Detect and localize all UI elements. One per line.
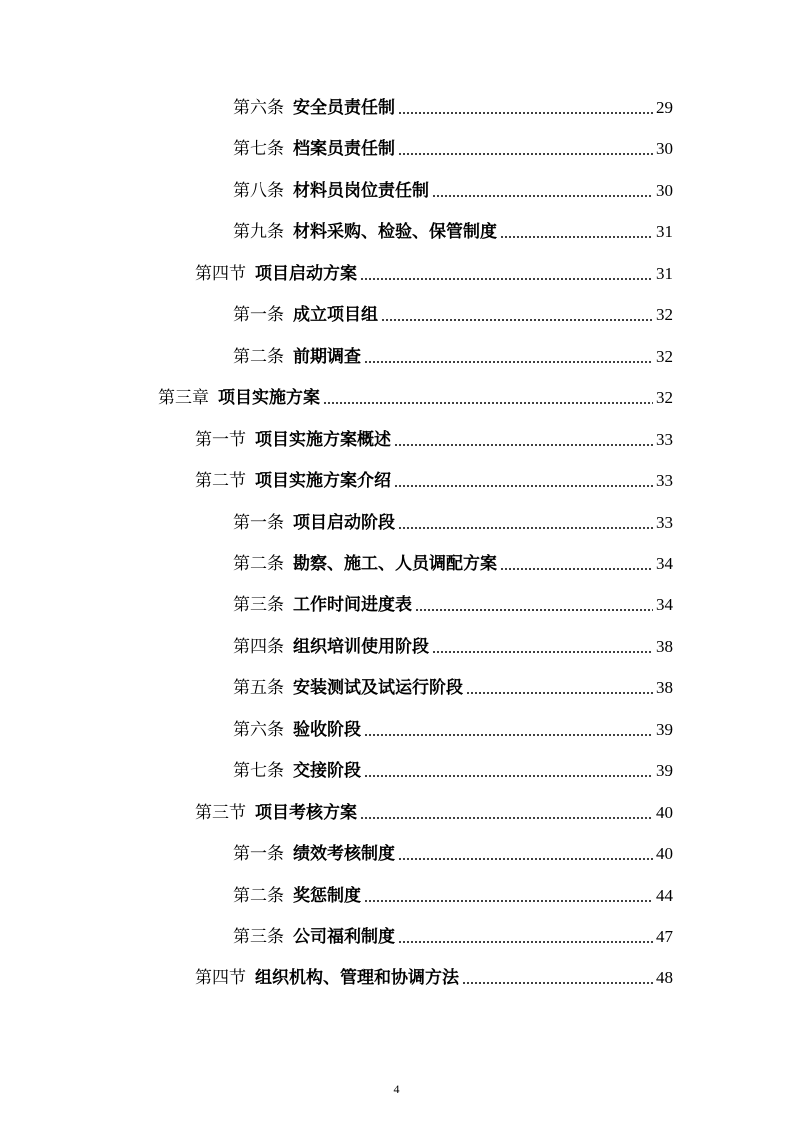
toc-entry[interactable] [233, 510, 673, 536]
toc-entry-title: 验收阶段 [293, 720, 361, 740]
dot-leader [432, 195, 653, 197]
toc-entry[interactable] [233, 178, 673, 204]
dot-leader [364, 734, 653, 736]
toc-entry-title: 安装测试及试运行阶段 [293, 678, 463, 698]
toc-entry-number: 第四节 [195, 264, 246, 284]
dot-leader [323, 402, 653, 404]
toc-entry-title: 项目实施方案概述 [255, 430, 391, 450]
toc-entry-title: 前期调查 [293, 347, 361, 367]
toc-entry[interactable] [233, 634, 673, 660]
toc-entry-number: 第六条 [233, 98, 284, 118]
toc-entry-title: 项目实施方案介绍 [255, 471, 391, 491]
toc-entry-title: 交接阶段 [293, 761, 361, 781]
toc-entry[interactable] [195, 800, 673, 826]
toc-entry-title: 勘察、施工、人员调配方案 [293, 554, 497, 574]
toc-entry-page: 32 [656, 388, 673, 407]
toc-entry[interactable] [233, 592, 673, 618]
toc-entry-page: 34 [656, 595, 673, 614]
toc-entry-number: 第三节 [195, 803, 246, 823]
toc-entry-title: 项目启动方案 [255, 264, 357, 284]
toc-entry[interactable] [195, 261, 673, 287]
dot-leader [398, 858, 653, 860]
toc-entry-number: 第七条 [233, 761, 284, 781]
toc-entry-number: 第二节 [195, 471, 246, 491]
dot-leader [381, 319, 653, 321]
toc-entry[interactable] [195, 965, 673, 991]
toc-entry-page: 44 [656, 886, 673, 905]
toc-entry[interactable] [233, 883, 673, 909]
toc-entry-number: 第四条 [233, 637, 284, 657]
toc-entry-page: 30 [656, 139, 673, 158]
toc-entry-title: 组织机构、管理和协调方法 [255, 968, 459, 988]
toc-entry-page: 33 [656, 513, 673, 532]
dot-leader [462, 982, 653, 984]
toc-entry[interactable] [158, 385, 673, 411]
toc-entry[interactable] [233, 551, 673, 577]
toc-entry[interactable] [233, 344, 673, 370]
toc-entry-number: 第七条 [233, 139, 284, 159]
toc-entry[interactable] [195, 468, 673, 494]
toc-entry-number: 第三条 [233, 595, 284, 615]
toc-entry-number: 第六条 [233, 720, 284, 740]
toc-entry-title: 成立项目组 [293, 305, 378, 325]
toc-entry[interactable] [233, 302, 673, 328]
toc-entry[interactable] [233, 758, 673, 784]
toc-entry-number: 第五条 [233, 678, 284, 698]
toc-entry-number: 第四节 [195, 968, 246, 988]
toc-entry-page: 40 [656, 803, 673, 822]
page-number: 4 [393, 1082, 400, 1096]
toc-entry[interactable] [233, 841, 673, 867]
toc-entry-number: 第二条 [233, 554, 284, 574]
toc-entry[interactable] [233, 219, 673, 245]
dot-leader [500, 568, 653, 570]
dot-leader [364, 361, 653, 363]
toc-entry-title: 安全员责任制 [293, 98, 395, 118]
toc-entry-page: 31 [656, 264, 673, 283]
dot-leader [398, 153, 653, 155]
toc-entry-number: 第二条 [233, 347, 284, 367]
toc-entry-page: 29 [656, 98, 673, 117]
toc-entry[interactable] [233, 717, 673, 743]
toc-entry-title: 奖惩制度 [293, 886, 361, 906]
toc-entry-title: 项目实施方案 [218, 388, 320, 408]
toc-entry-page: 38 [656, 678, 673, 697]
dot-leader [394, 444, 653, 446]
dot-leader [432, 651, 653, 653]
toc-entry[interactable] [195, 427, 673, 453]
toc-entry-number: 第一条 [233, 844, 284, 864]
toc-entry-title: 材料员岗位责任制 [293, 181, 429, 201]
toc-entry-page: 32 [656, 305, 673, 324]
dot-leader [364, 900, 653, 902]
toc-entry-page: 30 [656, 181, 673, 200]
toc-entry-number: 第三条 [233, 927, 284, 947]
toc-entry-page: 33 [656, 471, 673, 490]
toc-entry-page: 47 [656, 927, 673, 946]
dot-leader [398, 527, 653, 529]
toc-entry[interactable] [233, 95, 673, 121]
toc-entry-number: 第九条 [233, 222, 284, 242]
toc-entry-number: 第一条 [233, 513, 284, 533]
dot-leader [360, 817, 653, 819]
toc-entry-title: 绩效考核制度 [293, 844, 395, 864]
dot-leader [394, 485, 653, 487]
toc-entry-title: 材料采购、检验、保管制度 [293, 222, 497, 242]
toc-entry[interactable] [233, 136, 673, 162]
toc-entry[interactable] [233, 675, 673, 701]
toc-entry-title: 项目考核方案 [255, 803, 357, 823]
dot-leader [360, 278, 653, 280]
dot-leader [415, 609, 653, 611]
dot-leader [364, 775, 653, 777]
toc-entry[interactable] [233, 924, 673, 950]
dot-leader [500, 236, 653, 238]
dot-leader [398, 941, 653, 943]
toc-entry-page: 48 [656, 968, 673, 987]
toc-entry-number: 第八条 [233, 181, 284, 201]
toc-entry-number: 第一条 [233, 305, 284, 325]
toc-entry-number: 第一节 [195, 430, 246, 450]
toc-entry-title: 工作时间进度表 [293, 595, 412, 615]
toc-entry-number: 第二条 [233, 886, 284, 906]
toc-entry-title: 项目启动阶段 [293, 513, 395, 533]
toc-entry-title: 组织培训使用阶段 [293, 637, 429, 657]
dot-leader [398, 112, 653, 114]
toc-entry-page: 38 [656, 637, 673, 656]
dot-leader [466, 692, 653, 694]
toc-entry-title: 档案员责任制 [293, 139, 395, 159]
toc-entry-page: 31 [656, 222, 673, 241]
toc-entry-page: 40 [656, 844, 673, 863]
toc-entry-page: 33 [656, 430, 673, 449]
toc-entry-title: 公司福利制度 [293, 927, 395, 947]
toc-entry-page: 39 [656, 761, 673, 780]
toc-entry-number: 第三章 [158, 388, 209, 408]
toc-entry-page: 34 [656, 554, 673, 573]
toc-entry-page: 39 [656, 720, 673, 739]
toc-entry-page: 32 [656, 347, 673, 366]
